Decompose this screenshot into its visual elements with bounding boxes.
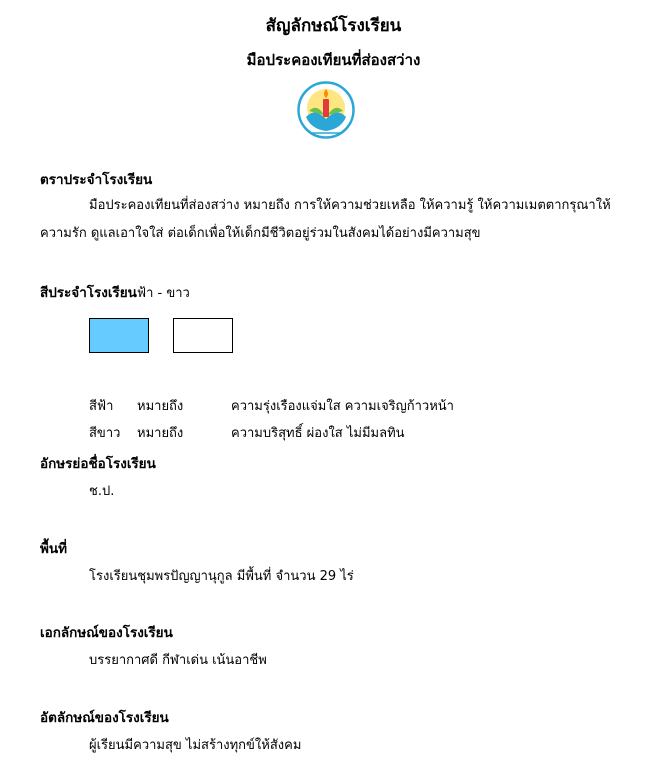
area-heading: พื้นที่	[40, 541, 68, 557]
white-color-swatch	[173, 318, 233, 353]
emblem-description-line-1: มือประคองเทียนที่ส่องสว่าง หมายถึง การให้ความช่วยเหลือ ให้ความรู้ ให้ความเมตตากรุณาให้	[89, 198, 611, 213]
school-emblem-icon	[297, 81, 355, 139]
emblem-description-line-2: ความรัก ดูแลเอาใจใส่ ต่อเด็กเพื่อให้เด็กมีชีวิตอยู่ร่วมในสังคมได้อย่างมีความสุข	[40, 226, 481, 241]
character-heading: อัตลักษณ์ของโรงเรียน	[40, 710, 169, 726]
area-text: โรงเรียนชุมพรปัญญานุกูล มีพื้นที่ จำนวน 29 ไร่	[89, 569, 354, 584]
blue-color-swatch	[89, 318, 149, 353]
blue-meaning-text: ความรุ่งเรืองแจ่มใส ความเจริญก้าวหน้า	[231, 399, 454, 414]
page-title: สัญลักษณ์โรงเรียน	[265, 16, 402, 36]
blue-meaning-means: หมายถึง	[137, 399, 184, 414]
blue-meaning-color: สีฟ้า	[89, 399, 114, 414]
emblem-heading: ตราประจำโรงเรียน	[40, 172, 153, 188]
identity-heading: เอกลักษณ์ของโรงเรียน	[40, 625, 173, 641]
character-text: ผู้เรียนมีความสุข ไม่สร้างทุกข์ให้สังคม	[89, 738, 302, 753]
white-meaning-color: สีขาว	[89, 426, 121, 441]
white-meaning-text: ความบริสุทธิ์ ผ่องใส ไม่มีมลทิน	[231, 426, 405, 441]
white-meaning-means: หมายถึง	[137, 426, 184, 441]
colors-names: ฟ้า - ขาว	[136, 286, 190, 301]
identity-text: บรรยากาศดี กีฬาเด่น เน้นอาชีพ	[89, 653, 267, 668]
colors-heading: สีประจำโรงเรียน	[40, 285, 137, 301]
school-colors-line	[40, 281, 190, 303]
abbreviation-value: ช.ป.	[89, 484, 115, 499]
abbreviation-heading: อักษรย่อชื่อโรงเรียน	[40, 456, 156, 472]
school-motto: มือประคองเทียนที่ส่องสว่าง	[246, 51, 421, 69]
